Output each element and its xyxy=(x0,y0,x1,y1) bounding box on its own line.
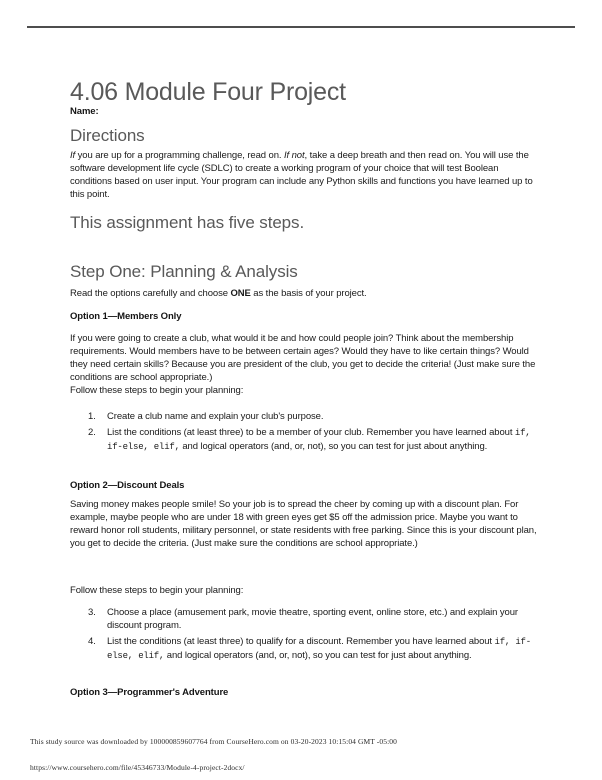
name-label: Name: xyxy=(70,106,99,117)
step-one-intro-text-1: Read the options carefully and choose xyxy=(70,288,231,299)
footer-source-url: https://www.coursehero.com/file/45346733/Module-4-project-2docx/ xyxy=(30,763,245,772)
list-item-number: 3. xyxy=(88,607,96,618)
step-one-intro-text-2: as the basis of your project. xyxy=(250,288,367,299)
directions-paragraph xyxy=(70,149,540,201)
list-item xyxy=(70,410,540,423)
footer-download-note: This study source was downloaded by 100000859607764 from CourseHero.com on 03-20-2023 10:15:04 GMT -05:00 xyxy=(30,737,397,746)
list-item-number: 4. xyxy=(88,636,96,647)
list-item-text: Choose a place (amusement park, movie theatre, sporting event, online store, etc.) and explain your discount program. xyxy=(107,607,518,631)
directions-text-2: , take a deep breath and then read on. You will use the software development life cycle (SDLC) to create a working program of your choice that will test Boolean conditions based on user input. Your program can include any Python skills and functions you have learned up to this point. xyxy=(70,150,533,200)
option-2-numbered-list xyxy=(70,606,540,663)
option-2-label: Option 2—Discount Deals xyxy=(70,480,185,491)
option-1-label: Option 1—Members Only xyxy=(70,311,182,322)
directions-italic-if: If xyxy=(70,150,76,161)
list-item-number: 1. xyxy=(88,411,96,422)
list-item-text: List the conditions (at least three) to be a member of your club. Remember you have learned about xyxy=(107,427,515,438)
page-title: 4.06 Module Four Project xyxy=(70,78,346,106)
directions-text-1: you are up for a programming challenge, read on. xyxy=(75,150,284,161)
directions-italic-if-not: If not xyxy=(283,150,305,161)
option-2-follow-line: Follow these steps to begin your planning: xyxy=(70,585,244,596)
list-item-text: Create a club name and explain your club's purpose. xyxy=(107,411,324,422)
list-item xyxy=(70,426,540,454)
list-item-text: and logical operators (and, or, not), so you can test for just about anything. xyxy=(164,650,472,661)
option-1-follow-line: Follow these steps to begin your planning: xyxy=(70,385,244,396)
option-3-label: Option 3—Programmer's Adventure xyxy=(70,687,229,698)
step-one-intro-bold-one: ONE xyxy=(230,288,251,299)
list-item-number: 2. xyxy=(88,427,96,438)
inline-code: if, if-else, elif, xyxy=(107,637,531,661)
list-item-text: and logical operators (and, or, not), so you can test for just about anything. xyxy=(179,441,488,452)
directions-heading: Directions xyxy=(70,126,145,145)
list-item xyxy=(70,635,540,663)
option-1-numbered-list xyxy=(70,410,540,454)
option-2-paragraph: Saving money makes people smile! So your job is to spread the cheer by coming up with a discount plan. For example, maybe people who are under 18 with green eyes get $5 off the admission price. Maybe you want to reward honor roll students, military personnel, or state residents with free parking. Since this is your discount plan, you get to decide the criteria. (Just make sure the conditions are school appropriate.) xyxy=(70,499,537,549)
assignment-subtitle: This assignment has five steps. xyxy=(70,213,305,232)
step-one-intro xyxy=(70,287,540,300)
list-item xyxy=(70,606,540,632)
option-1-paragraph: If you were going to create a club, what would it be and how could people join? Think about the membership requirements. Would members have to be between certain ages? Would they have to like certain things? Would they need certain skills? Because you are president of the club, you get to decide the criteria! (Just make sure the conditions are school appropriate.) xyxy=(70,333,536,383)
step-one-heading: Step One: Planning & Analysis xyxy=(70,262,298,281)
list-item-text: List the conditions (at least three) to qualify for a discount. Remember you have learned about xyxy=(107,636,495,647)
inline-code: if, if-else, elif, xyxy=(107,428,531,452)
top-rule-divider xyxy=(27,26,575,28)
